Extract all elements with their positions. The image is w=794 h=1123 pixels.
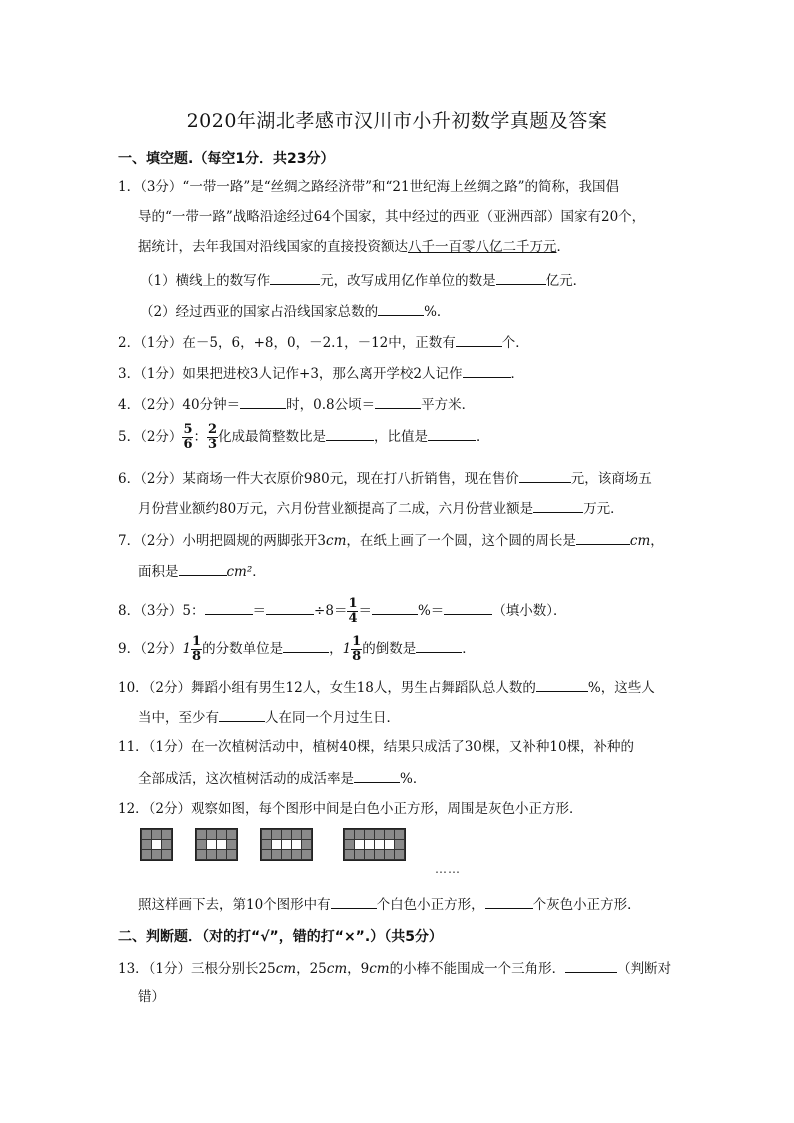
q2-line: 2．（1分）在－5，6，+8，0，－2.1，－12中，正数有 个．: [118, 332, 529, 352]
answer-blank[interactable]: [416, 638, 462, 653]
answer-blank[interactable]: [283, 638, 329, 653]
section-heading-true-false: 二、判断题．（对的打“√”，错的打“×”.）（共5分）: [118, 929, 443, 945]
fraction-1-8: $\frac{1}{8}$: [192, 634, 202, 664]
pattern-figure-4: [343, 828, 406, 861]
q5-line: 5．（2分） $\frac{5}{6}$ ： $\frac{2}{3}$ 化成最简整数比是 ，比值是 ．: [118, 422, 490, 452]
q6-line-2: 月份营业额约80万元，六月份营业额提高了二成，六月份营业额是 万元．: [138, 498, 624, 518]
q1-line-2: 导的“一带一路”战略沿途经过64个国家，其中经过的西亚（亚洲西部）国家有20个，: [138, 209, 646, 225]
q7-line-1: 7．（2分）小明把圆规的两脚张开3cm，在纸上画了一个圆，这个圆的周长是 cm，: [118, 530, 664, 550]
answer-blank[interactable]: [326, 426, 374, 441]
pattern-figures: [140, 828, 480, 874]
q1-line-3: 据统计，去年我国对沿线国家的直接投资额达八千一百零八亿二千万元．: [138, 239, 570, 255]
answer-blank[interactable]: [428, 426, 476, 441]
q10-line-1: 10．（2分）舞蹈小组有男生12人，女生18人，男生占舞蹈队总人数的 %，这些人: [118, 677, 655, 697]
answer-blank[interactable]: [331, 894, 377, 909]
q13-line-1: 13．（1分）三根分别长25cm，25cm，9cm的小棒不能围成一个三角形． （判断对: [118, 958, 671, 978]
answer-blank[interactable]: [444, 600, 492, 615]
fraction-5-6: $\frac{5}{6}$: [183, 422, 193, 452]
q10-line-2: 当中，至少有 人在同一个月过生日．: [138, 707, 400, 727]
answer-blank[interactable]: [375, 394, 421, 409]
underlined-number: 八千一百零八亿二千万元: [408, 239, 557, 255]
fraction-2-3: $\frac{2}{3}$: [207, 422, 218, 452]
q12-line-1: 12．（2分）观察如图，每个图形中间是白色小正方形，周围是灰色小正方形．: [118, 801, 583, 817]
answer-blank[interactable]: [533, 498, 583, 513]
answer-blank[interactable]: [536, 677, 588, 692]
answer-blank[interactable]: [456, 332, 502, 347]
answer-blank[interactable]: [205, 600, 253, 615]
q8-line: 8．（3分）5： ＝ ÷8＝ $\frac{1}{4}$ ＝ %＝ （填小数）．: [118, 596, 567, 626]
q11-line-1: 11．（1分）在一次植树活动中，植树40棵，结果只成活了30棵，又补种10棵，补种的: [118, 739, 635, 755]
q12-line-2: 照这样画下去，第10个图形中有 个白色小正方形， 个灰色小正方形．: [138, 894, 641, 914]
answer-blank[interactable]: [463, 363, 511, 378]
answer-blank[interactable]: [270, 270, 320, 285]
pattern-figure-2: [195, 828, 238, 861]
answer-blank[interactable]: [354, 768, 400, 783]
q1-sub-1: （1）横线上的数写作 元，改写成用亿作单位的数是 亿元．: [140, 270, 586, 290]
q4-line: 4．（2分）40分钟＝ 时，0.8公顷＝ 平方米．: [118, 394, 475, 414]
answer-blank[interactable]: [240, 394, 286, 409]
section-heading-fill-in: 一、填空题.（每空1分．共23分）: [118, 151, 335, 167]
answer-blank[interactable]: [372, 600, 418, 615]
answer-blank[interactable]: [219, 707, 265, 722]
answer-blank[interactable]: [378, 301, 424, 316]
answer-blank[interactable]: [266, 600, 314, 615]
answer-blank[interactable]: [485, 894, 533, 909]
q1-line-1: 1．（3分）“一带一路”是“丝绸之路经济带”和“21世纪海上丝绸之路”的简称，我国倡: [118, 179, 620, 195]
pattern-figure-3: [260, 828, 313, 861]
answer-blank[interactable]: [496, 270, 546, 285]
page-title: 2020年湖北孝感市汉川市小升初数学真题及答案: [186, 110, 608, 132]
ellipsis: ……: [435, 862, 461, 876]
answer-blank[interactable]: [576, 530, 630, 545]
answer-blank[interactable]: [179, 561, 227, 576]
pattern-figure-1: [140, 828, 173, 861]
q3-line: 3．（1分）如果把进校3人记作+3，那么离开学校2人记作 ．: [118, 363, 524, 383]
answer-blank[interactable]: [565, 958, 617, 973]
q13-line-2: 错）: [138, 989, 165, 1005]
fraction-1-4: $\frac{1}{4}$: [348, 596, 358, 626]
fraction-1-8: $\frac{1}{8}$: [352, 634, 362, 664]
q1-sub-2: （2）经过西亚的国家占沿线国家总数的 %．: [140, 301, 450, 321]
q6-line-1: 6．（2分）某商场一件大衣原价980元，现在打八折销售，现在售价 元，该商场五: [118, 468, 652, 488]
q11-line-2: 全部成活，这次植树活动的成活率是 %．: [138, 768, 426, 788]
q9-line: 9．（2分）1 $\frac{1}{8}$ 的分数单位是 ，1 $\frac{1}{8}$ 的倒数是 ．: [118, 634, 476, 664]
q7-line-2: 面积是 cm²．: [138, 561, 266, 581]
answer-blank[interactable]: [519, 468, 571, 483]
